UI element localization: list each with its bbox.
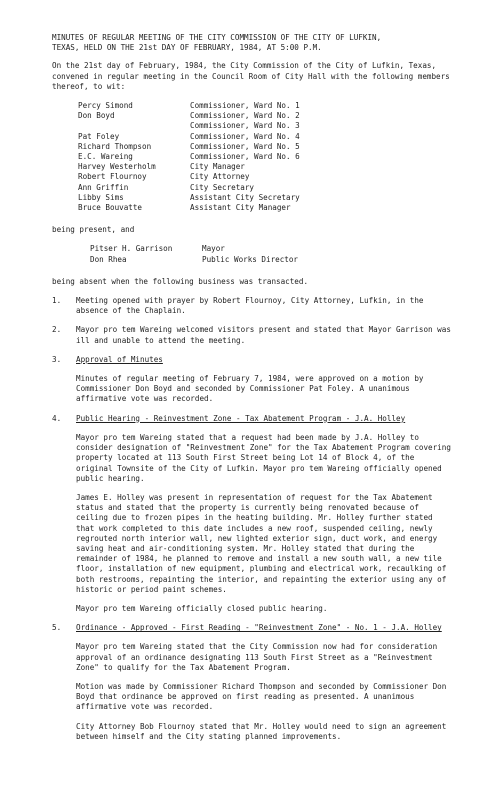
member-title: Assistant City Manager <box>190 203 291 213</box>
item-heading-text: Ordinance - Approved - First Reading - "Reinvestment Zone" - No. 1 - J.A. Holley <box>76 623 442 633</box>
item-paragraph: Mayor pro tem Wareing stated that the City Commission now had for consideration approval of an ordinance designating 113 South First Street as a "Reinvestment Zone" to qualify for the Tax Abatement Program. <box>76 642 438 672</box>
item-heading-text: Approval of Minutes <box>76 354 163 364</box>
intro-paragraph: On the 21st day of February, 1984, the City Commission of the City of Lufkin, Texas, convened in regular meeting in the Council Room of City Hall with the following members thereof, to wit: <box>52 61 450 91</box>
item-heading <box>76 414 454 424</box>
item-paragraph: Mayor pro tem Wareing stated that a request had been made by J.A. Holley to consider designation of "Reinvestment Zone" for the Tax Abatement Program covering property located at 113 South First Street being Lot 14 of Block 4, of the original Townsite of the City of Lufkin. Mayor pro tem Wareing officially opened public hearing. <box>76 432 451 483</box>
member-name: Bruce Bouvatte <box>78 203 143 213</box>
member-row <box>52 111 454 121</box>
member-title: Commissioner, Ward No. 5 <box>190 141 300 151</box>
member-row <box>52 193 454 203</box>
member-title: City Manager <box>190 162 245 172</box>
member-row <box>52 162 454 172</box>
item-paragraph: Mayor pro tem Wareing officially closed public hearing. <box>76 603 328 613</box>
member-title: Commissioner, Ward No. 4 <box>190 131 300 141</box>
absent-name: Don Rhea <box>90 254 127 264</box>
present-text: being present, and <box>52 225 135 235</box>
member-title: Assistant City Secretary <box>190 192 300 202</box>
absent-title: Public Works Director <box>202 254 299 264</box>
item-text: Mayor pro tem Wareing welcomed visitors present and stated that Mayor Garrison was ill and unable to attend the meeting. <box>76 325 451 345</box>
member-row <box>52 152 454 162</box>
member-name: Ann Griffin <box>78 182 129 192</box>
agenda-item-5 <box>52 623 454 633</box>
member-name: Harvey Westerholm <box>78 162 156 172</box>
item-paragraph: Minutes of regular meeting of February 7, 1984, were approved on a motion by Commissioner Don Boyd and seconded by Commissioner Pat Foley. A unanimous affirmative vote was recorded. <box>76 374 424 404</box>
member-title: Commissioner, Ward No. 3 <box>190 121 300 131</box>
item-number: 1. <box>52 296 62 306</box>
header-line-2: TEXAS, HELD ON THE 21st DAY OF FEBRUARY, 1984, AT 5:00 P.M. <box>52 43 322 53</box>
minutes-header <box>52 33 454 53</box>
member-row <box>52 142 454 152</box>
member-row <box>52 101 454 111</box>
member-name: Richard Thompson <box>78 141 152 151</box>
item-number: 3. <box>52 354 62 364</box>
member-title: City Attorney <box>190 172 250 182</box>
item-paragraph: Motion was made by Commissioner Richard Thompson and seconded by Commissioner Don Boyd that ordinance be approved on first reading as presented. A unanimous affirmative vote was recorded. <box>76 681 447 712</box>
absent-row <box>52 244 454 254</box>
member-name <box>52 121 190 131</box>
absent-title: Mayor <box>202 244 225 254</box>
member-name: Don Boyd <box>78 111 115 121</box>
member-name: E.C. Wareing <box>78 152 133 162</box>
item-text: Meeting opened with prayer by Robert Flournoy, City Attorney, Lufkin, in the absence of the Chaplain. <box>76 296 424 316</box>
item-number: 5. <box>52 623 62 633</box>
member-row <box>52 172 454 182</box>
member-row <box>52 203 454 213</box>
member-row <box>52 132 454 142</box>
member-title: Commissioner, Ward No. 1 <box>190 101 300 111</box>
members-absent-list <box>52 244 454 264</box>
item-number: 2. <box>52 325 62 335</box>
member-row <box>52 183 454 193</box>
header-line-1: MINUTES OF REGULAR MEETING OF THE CITY COMMISSION OF THE CITY OF LUFKIN, <box>52 33 382 42</box>
item-heading-text: Public Hearing - Reinvestment Zone - Tax Abatement Program - J.A. Holley <box>76 413 406 423</box>
member-name: Percy Simond <box>78 101 133 111</box>
absent-name: Pitser H. Garrison <box>90 244 173 254</box>
absent-row <box>52 255 454 265</box>
agenda-item-4 <box>52 414 454 424</box>
absent-text: being absent when the following business was transacted. <box>52 276 309 286</box>
agenda-item-1 <box>52 296 454 316</box>
member-title: City Secretary <box>190 182 255 192</box>
member-name: Robert Flournoy <box>78 172 147 182</box>
member-name: Libby Sims <box>78 192 124 202</box>
item-paragraph: James E. Holley was present in representation of request for the Tax Abatement status and stated that the property is currently being renovated because of ceiling due to frozen pipes in the heating building. Mr. Holley further stated that work completed to this date includes a new roof, suspended ceiling, newly regrouted north interior wall, new lighted exterior sign, duct work, and energy saving heat and air-conditioning system. Mr. Holley stated that during the remainder of 1984, he planned to remove and install a new south wall, a new tile floor, installation of new equipment, plumbing and electrical work, recaulking of both restrooms, repainting the interior, and repainting the exterior using any of historic or period paint schemes. <box>76 492 447 594</box>
member-title: Commissioner, Ward No. 6 <box>190 152 300 162</box>
members-present-list <box>52 101 454 213</box>
agenda-item-2 <box>52 325 454 345</box>
agenda-item-3 <box>52 355 454 365</box>
member-row <box>52 121 454 131</box>
member-title: Commissioner, Ward No. 2 <box>190 111 300 121</box>
item-paragraph: City Attorney Bob Flournoy stated that Mr. Holley would need to sign an agreement between himself and the City stating planned improvements. <box>76 721 447 741</box>
item-number: 4. <box>52 413 62 423</box>
item-heading <box>76 623 454 633</box>
member-name: Pat Foley <box>78 131 120 141</box>
item-heading <box>76 355 454 365</box>
